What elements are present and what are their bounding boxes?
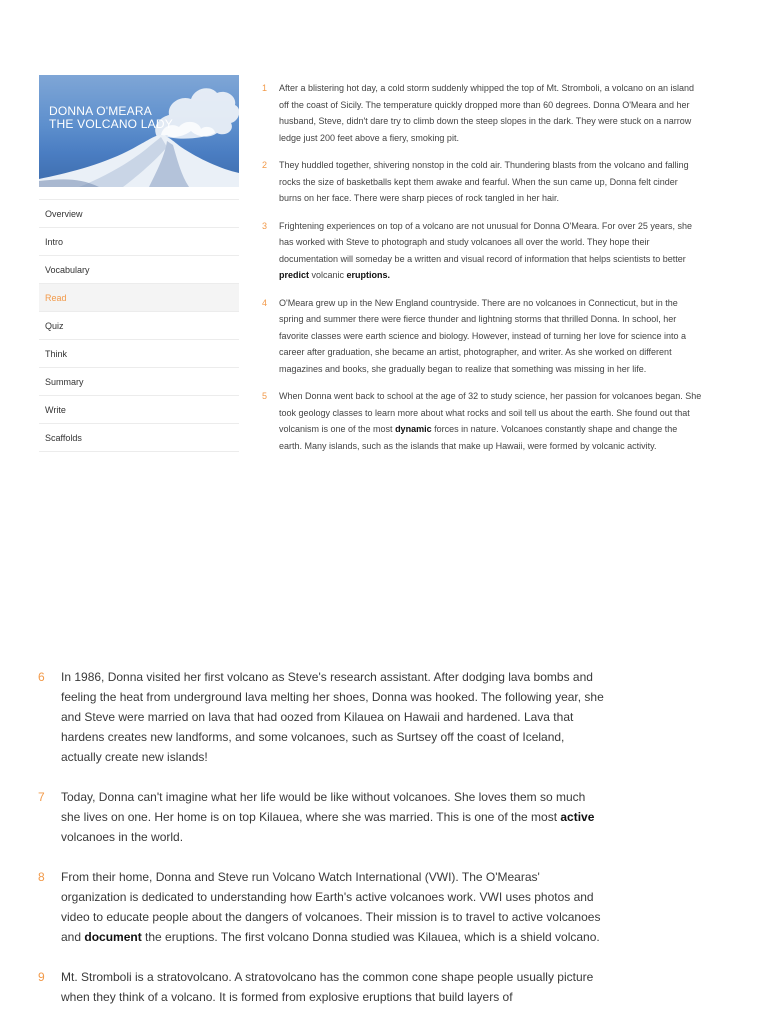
paragraph (38, 967, 608, 1007)
paragraph-number: 8 (38, 870, 45, 884)
hero-title-line-2: THE VOLCANO LADY (49, 117, 173, 131)
sidebar-item-write[interactable] (39, 396, 239, 424)
paragraph-text (279, 295, 702, 378)
paragraph-number: 9 (38, 970, 45, 984)
sidebar-item-read[interactable] (39, 284, 239, 312)
sidebar-item-label: Read (45, 292, 67, 303)
volcano-illustration (39, 75, 239, 187)
paragraph (262, 157, 702, 207)
text-run: Today, Donna can't imagine what her life would be like without volcanoes. She loves them so much she lives on one. Her home is on top Kilauea, where she was married. This is one of the most (61, 790, 586, 824)
paragraph-text (279, 157, 702, 207)
sidebar-item-label: Summary (45, 376, 84, 387)
vocab-word: document (84, 930, 142, 944)
paragraph-text (279, 388, 702, 454)
sidebar-item-label: Quiz (45, 320, 64, 331)
paragraph-number: 1 (262, 83, 268, 93)
article-body-top (262, 80, 702, 465)
sidebar-item-label: Think (45, 348, 68, 359)
paragraph-number: 4 (262, 297, 268, 308)
paragraph (262, 388, 702, 454)
text-run: forces in nature. Volcanoes constantly shape and change the earth. Many islands, such as the islands that make up Hawaii, were formed by volcanic activity. (279, 424, 678, 451)
sidebar-item-quiz[interactable] (39, 312, 239, 340)
paragraph-text (61, 967, 608, 1007)
vocab-word: dynamic (395, 424, 432, 434)
article-body-bottom (38, 667, 608, 1027)
paragraph (38, 787, 608, 847)
text-run: After a blistering hot day, a cold storm suddenly whipped the top of Mt. Stromboli, a volcano on an island off the coast of Sicily. The temperature quickly dropped more than 60 degrees. Donna O'Meara and her husband, Steve, didn't dare try to climb down the steep slopes in the dark. They were stuck on a narrow ledge just 200 feet above a fiery, smoking pit. (279, 83, 695, 143)
paragraph-number: 3 (262, 220, 268, 231)
paragraph-number: 7 (38, 790, 45, 804)
paragraph (38, 867, 608, 947)
sidebar-item-vocabulary[interactable] (39, 256, 239, 284)
sidebar-item-summary[interactable] (39, 368, 239, 396)
text-run: volcanic (309, 270, 347, 280)
sidebar-item-label: Overview (45, 208, 83, 219)
sidebar-item-label: Vocabulary (45, 264, 90, 275)
text-run: volcanoes in the world. (61, 830, 184, 844)
paragraph-text (61, 787, 608, 847)
hero-title-line-1: DONNA O'MEARA (49, 104, 152, 118)
sidebar-item-label: Intro (45, 236, 64, 247)
hero-image (39, 75, 239, 187)
sidebar-item-overview[interactable] (39, 200, 239, 228)
paragraph-text (61, 867, 608, 947)
paragraph-number: 6 (38, 670, 45, 684)
vocab-word: predict (279, 270, 310, 280)
sidebar-item-label: Scaffolds (45, 432, 82, 443)
paragraph-number: 5 (262, 391, 268, 401)
paragraph (262, 80, 702, 146)
text-run: From their home, Donna and Steve run Volcano Watch International (VWI). The O'Mearas' organization is dedicated to understanding how Earth's active volcanoes work. VWI uses photos and video to educate people about the dangers of volcanoes. Their mission is to travel to active volcanoes and (61, 870, 601, 944)
vocab-word: eruptions. (346, 270, 391, 280)
text-run: Mt. Stromboli is a stratovolcano. A stratovolcano has the common cone shape people usually picture when they think of a volcano. It is formed from explosive eruptions that build layers of (61, 970, 594, 1004)
sidebar-item-intro[interactable] (39, 228, 239, 256)
text-run: O'Meara grew up in the New England countryside. There are no volcanoes in Connecticut, but in the spring and summer there were fierce thunder and lightning storms that thrilled Donna. In school, her favorite classes were earth science and biology. However, instead of turning her love for science into a career after graduation, she became an artist, photographer, and writer. As she worked on different magazines and books, she gradually began to realize that something was missing in her life. (279, 297, 687, 374)
paragraph-text (61, 667, 608, 767)
sidebar-nav (39, 199, 239, 452)
vocab-word: active (560, 810, 595, 824)
paragraph (262, 218, 702, 284)
paragraph-text (279, 80, 702, 146)
paragraph-number: 2 (262, 160, 268, 170)
text-run: They huddled together, shivering nonstop in the cold air. Thundering blasts from the volcano and falling rocks the size of basketballs kept them awake and fearful. When the sun came up, Donna felt cinder burns on her face. There were sharp pieces of rock tangled in her hair. (279, 160, 689, 203)
hero-title (49, 105, 173, 131)
text-run: the eruptions. The first volcano Donna studied was Kilauea, which is a shield volcano. (141, 930, 600, 944)
paragraph (38, 667, 608, 767)
paragraph (262, 295, 702, 378)
text-run: In 1986, Donna visited her first volcano as Steve's research assistant. After dodging lava bombs and feeling the heat from underground lava melting her shoes, Donna was hooked. The following year, she and Steve were married on lava that had oozed from Kilauea on Hawaii and hardened. Lava that hardens creates new landforms, and some volcanoes, such as Surtsey off the coast of Iceland, actually create new islands! (61, 670, 604, 764)
sidebar-item-label: Write (45, 404, 66, 415)
text-run: When Donna went back to school at the age of 32 to study science, her passion for volcanoes began. She took geology classes to learn more about what rocks and soil tell us about the earth. She found out that volcanism is one of the most (279, 391, 702, 434)
sidebar-item-think[interactable] (39, 340, 239, 368)
paragraph-text (279, 218, 702, 284)
text-run: Frightening experiences on top of a volcano are not unusual for Donna O'Meara. For over 25 years, she has worked with Steve to photograph and study volcanoes all over the world. They hope their documentation will someday be a written and visual record of information that helps scientists to better (279, 220, 692, 264)
sidebar-item-scaffolds[interactable] (39, 424, 239, 452)
